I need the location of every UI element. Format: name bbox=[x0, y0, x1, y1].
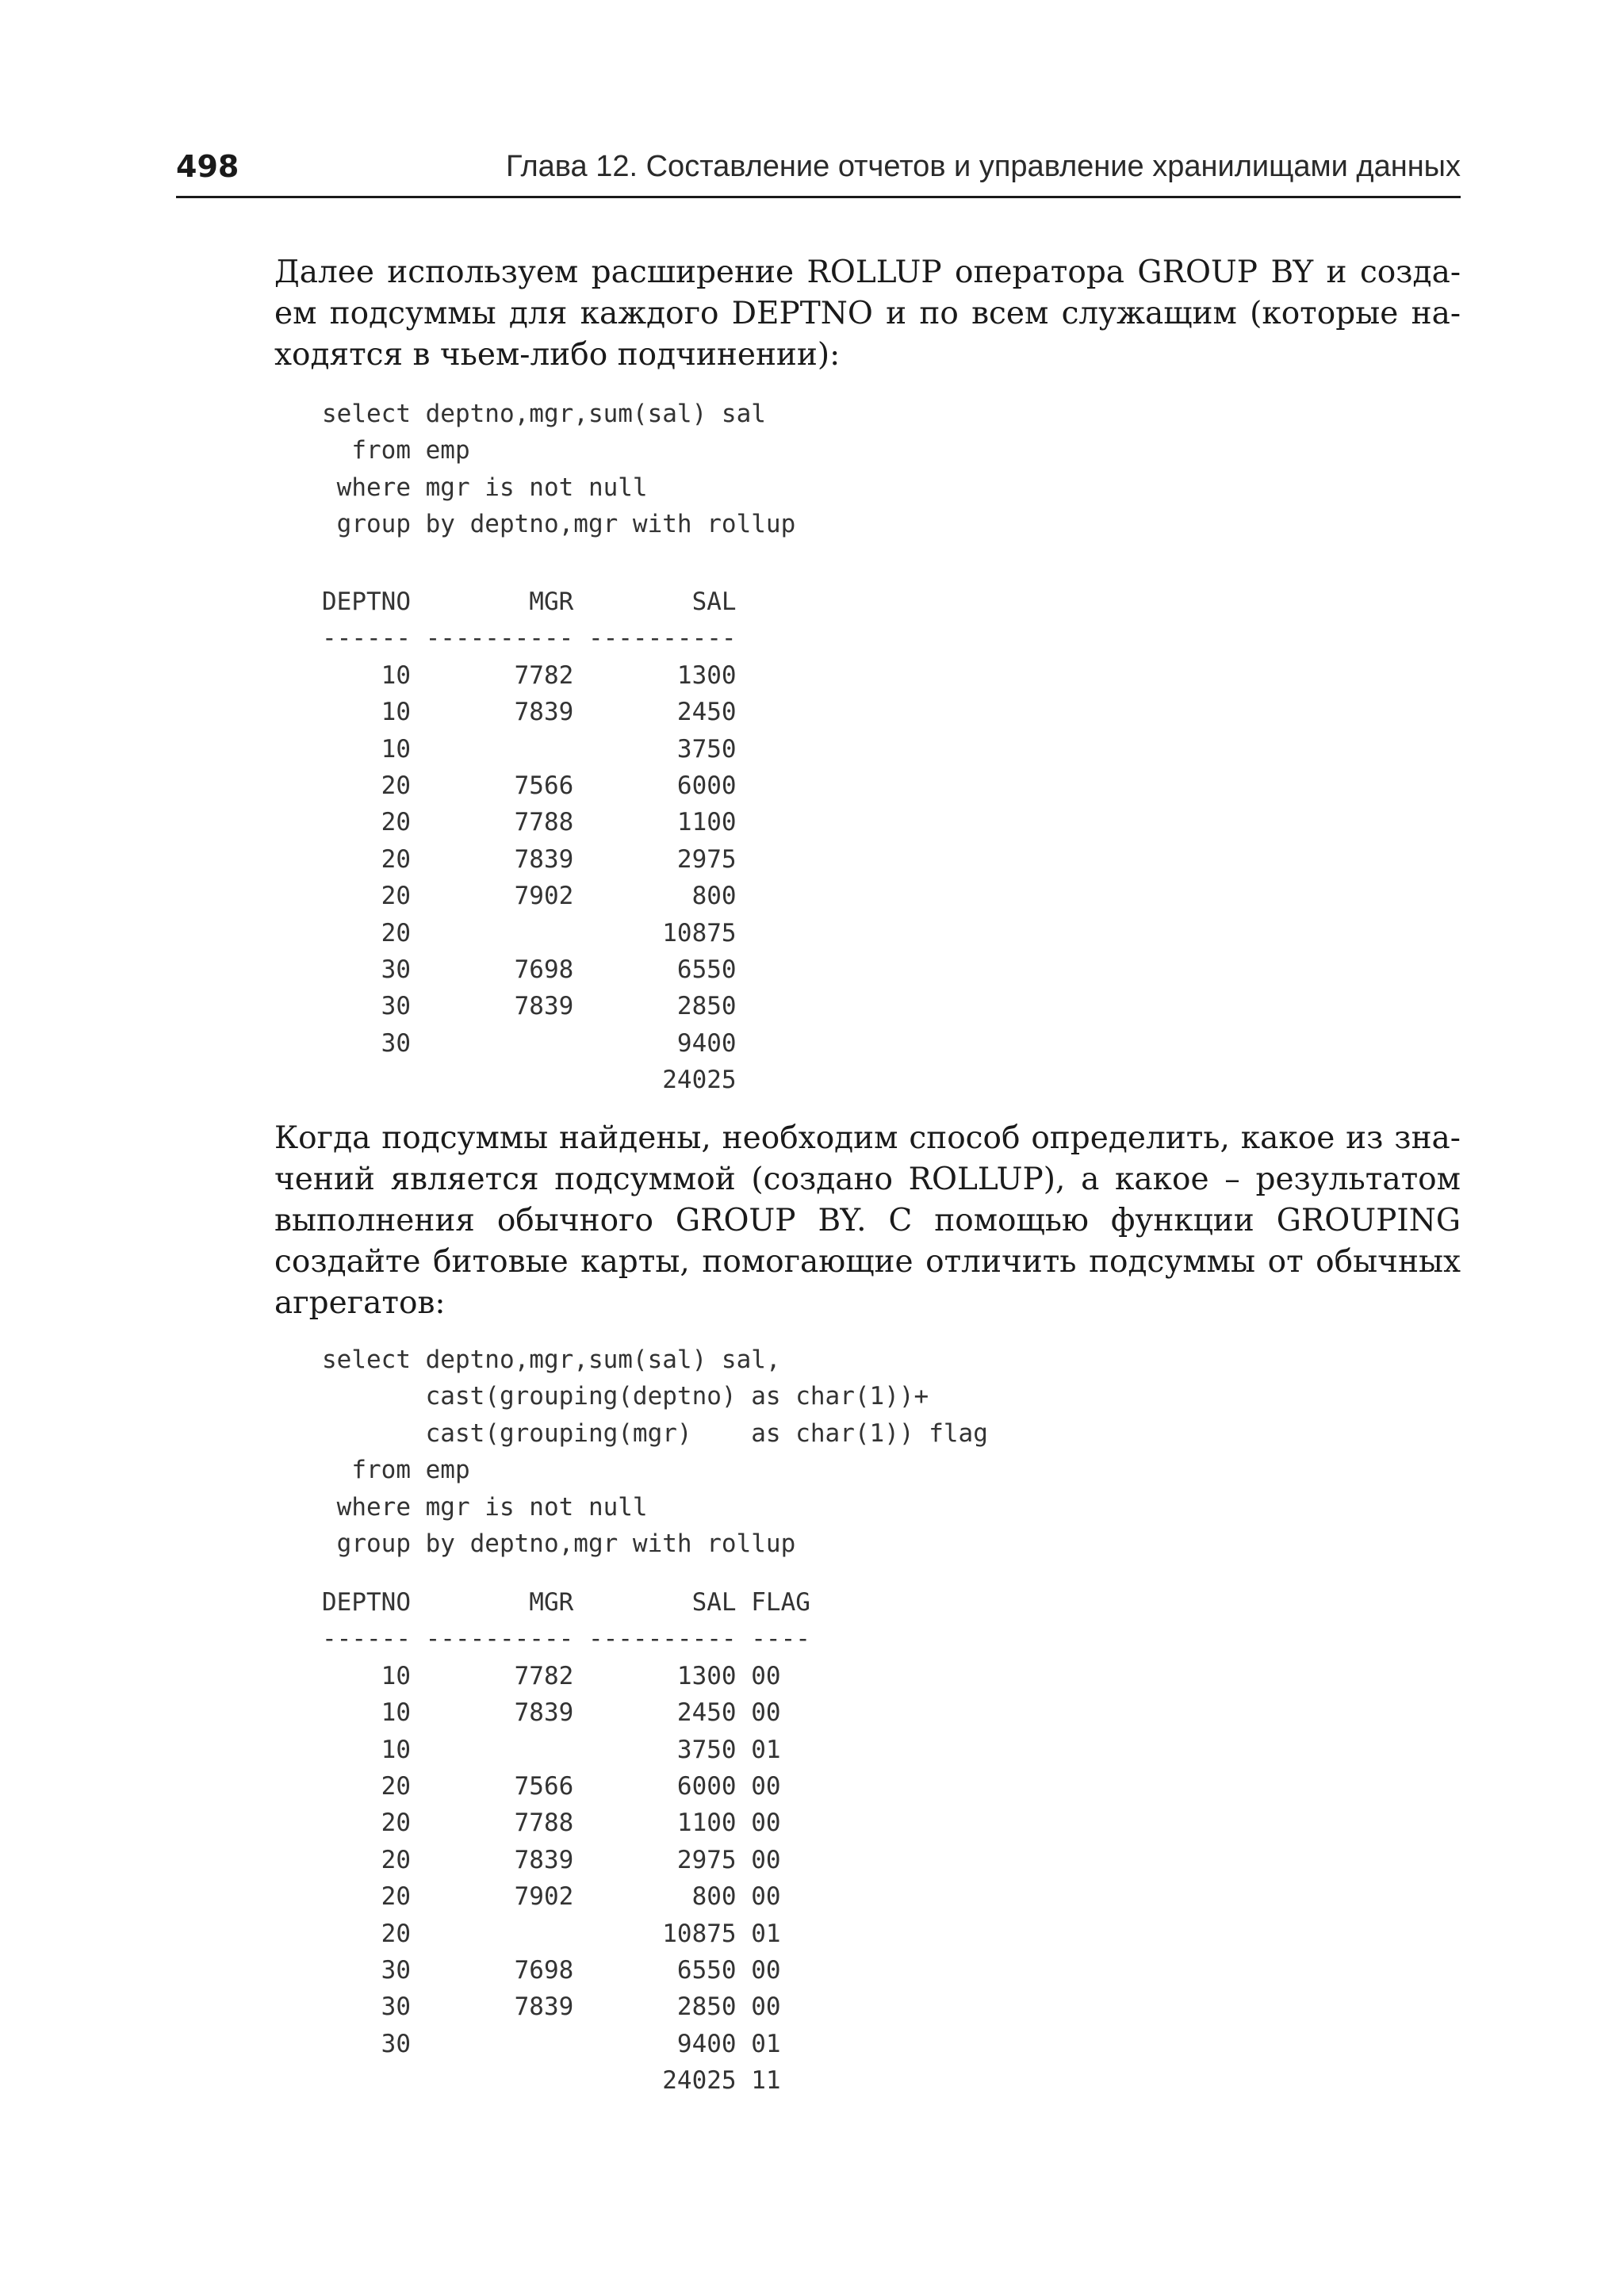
table-row: 20 7788 1100 00 bbox=[322, 1809, 781, 1838]
code-line: cast(grouping(mgr) as char(1)) flag bbox=[322, 1418, 988, 1448]
code-line: select deptno,mgr,sum(sal) sal bbox=[322, 400, 766, 428]
table-row: 30 7698 6550 00 bbox=[322, 1956, 781, 1985]
table-row: 24025 11 bbox=[322, 2066, 781, 2096]
result-separator: ------ ---------- ---------- bbox=[322, 624, 737, 653]
result-header: DEPTNO MGR SAL FLAG bbox=[322, 1588, 810, 1617]
paragraph-line: чений является подсуммой (создано ROLLUP), а какое – результатом bbox=[274, 1162, 1461, 1197]
code-line: where mgr is not null bbox=[322, 473, 648, 502]
result-rows bbox=[322, 1662, 781, 2095]
paragraph-line: Далее используем расширение ROLLUP оператора GROUP BY и созда- bbox=[274, 255, 1461, 290]
page-number: 498 bbox=[176, 149, 239, 184]
table-row: 20 10875 01 bbox=[322, 1919, 781, 1948]
code-line: select deptno,mgr,sum(sal) sal, bbox=[322, 1346, 781, 1374]
table-row: 10 3750 bbox=[322, 734, 737, 764]
rollup-query bbox=[322, 396, 795, 543]
table-row: 20 10875 bbox=[322, 918, 737, 947]
table-row: 10 3750 01 bbox=[322, 1735, 781, 1764]
paragraph-line: агрегатов: bbox=[274, 1285, 446, 1321]
code-line: group by deptno,mgr with rollup bbox=[322, 510, 796, 539]
table-row: 30 7698 6550 bbox=[322, 955, 737, 985]
rollup-result-table bbox=[322, 584, 737, 1099]
result-rows bbox=[322, 661, 737, 1094]
chapter-title: Глава 12. Составление отчетов и управление хранилищами данных bbox=[506, 150, 1461, 183]
paragraph-line: ем подсуммы для каждого DEPTNO и по всем служащим (которые на- bbox=[274, 296, 1461, 331]
table-row: 20 7566 6000 bbox=[322, 771, 737, 801]
table-row: 30 7839 2850 bbox=[322, 992, 737, 1021]
grouping-result-table bbox=[322, 1584, 810, 2100]
table-row: 10 7782 1300 00 bbox=[322, 1661, 781, 1690]
table-row: 10 7839 2450 00 bbox=[322, 1698, 781, 1728]
table-row: 20 7902 800 00 bbox=[322, 1882, 781, 1912]
result-header: DEPTNO MGR SAL bbox=[322, 588, 737, 616]
table-row: 30 9400 bbox=[322, 1028, 737, 1058]
result-separator: ------ ---------- ---------- ---- bbox=[322, 1625, 810, 1654]
table-row: 20 7566 6000 00 bbox=[322, 1772, 781, 1801]
table-row: 20 7839 2975 00 bbox=[322, 1845, 781, 1874]
paragraph-line: выполнения обычного GROUP BY. С помощью функции GROUPING bbox=[274, 1203, 1461, 1238]
code-line: group by deptno,mgr with rollup bbox=[322, 1529, 796, 1559]
paragraph-line: ходятся в чьем-либо подчинении): bbox=[274, 337, 841, 373]
table-row: 30 9400 01 bbox=[322, 2029, 781, 2058]
table-row: 10 7839 2450 bbox=[322, 698, 737, 727]
table-row: 10 7782 1300 bbox=[322, 660, 737, 690]
code-line: cast(grouping(deptno) as char(1))+ bbox=[322, 1382, 929, 1411]
code-line: from emp bbox=[322, 436, 470, 465]
page-header bbox=[176, 146, 1461, 193]
grouping-paragraph bbox=[274, 1118, 1461, 1324]
table-row: 20 7839 2975 bbox=[322, 844, 737, 874]
table-row: 20 7788 1100 bbox=[322, 808, 737, 837]
code-line: from emp bbox=[322, 1456, 470, 1485]
table-row: 24025 bbox=[322, 1066, 737, 1095]
table-row: 20 7902 800 bbox=[322, 882, 737, 911]
header-rule bbox=[176, 196, 1461, 198]
paragraph-line: создайте битовые карты, помогающие отличить подсуммы от обычных bbox=[274, 1244, 1461, 1280]
paragraph-line: Когда подсуммы найдены, необходим способ определить, какое из зна- bbox=[274, 1120, 1461, 1156]
code-line: where mgr is not null bbox=[322, 1492, 648, 1522]
intro-paragraph bbox=[274, 252, 1461, 376]
grouping-query bbox=[322, 1342, 988, 1562]
table-row: 30 7839 2850 00 bbox=[322, 1992, 781, 2022]
